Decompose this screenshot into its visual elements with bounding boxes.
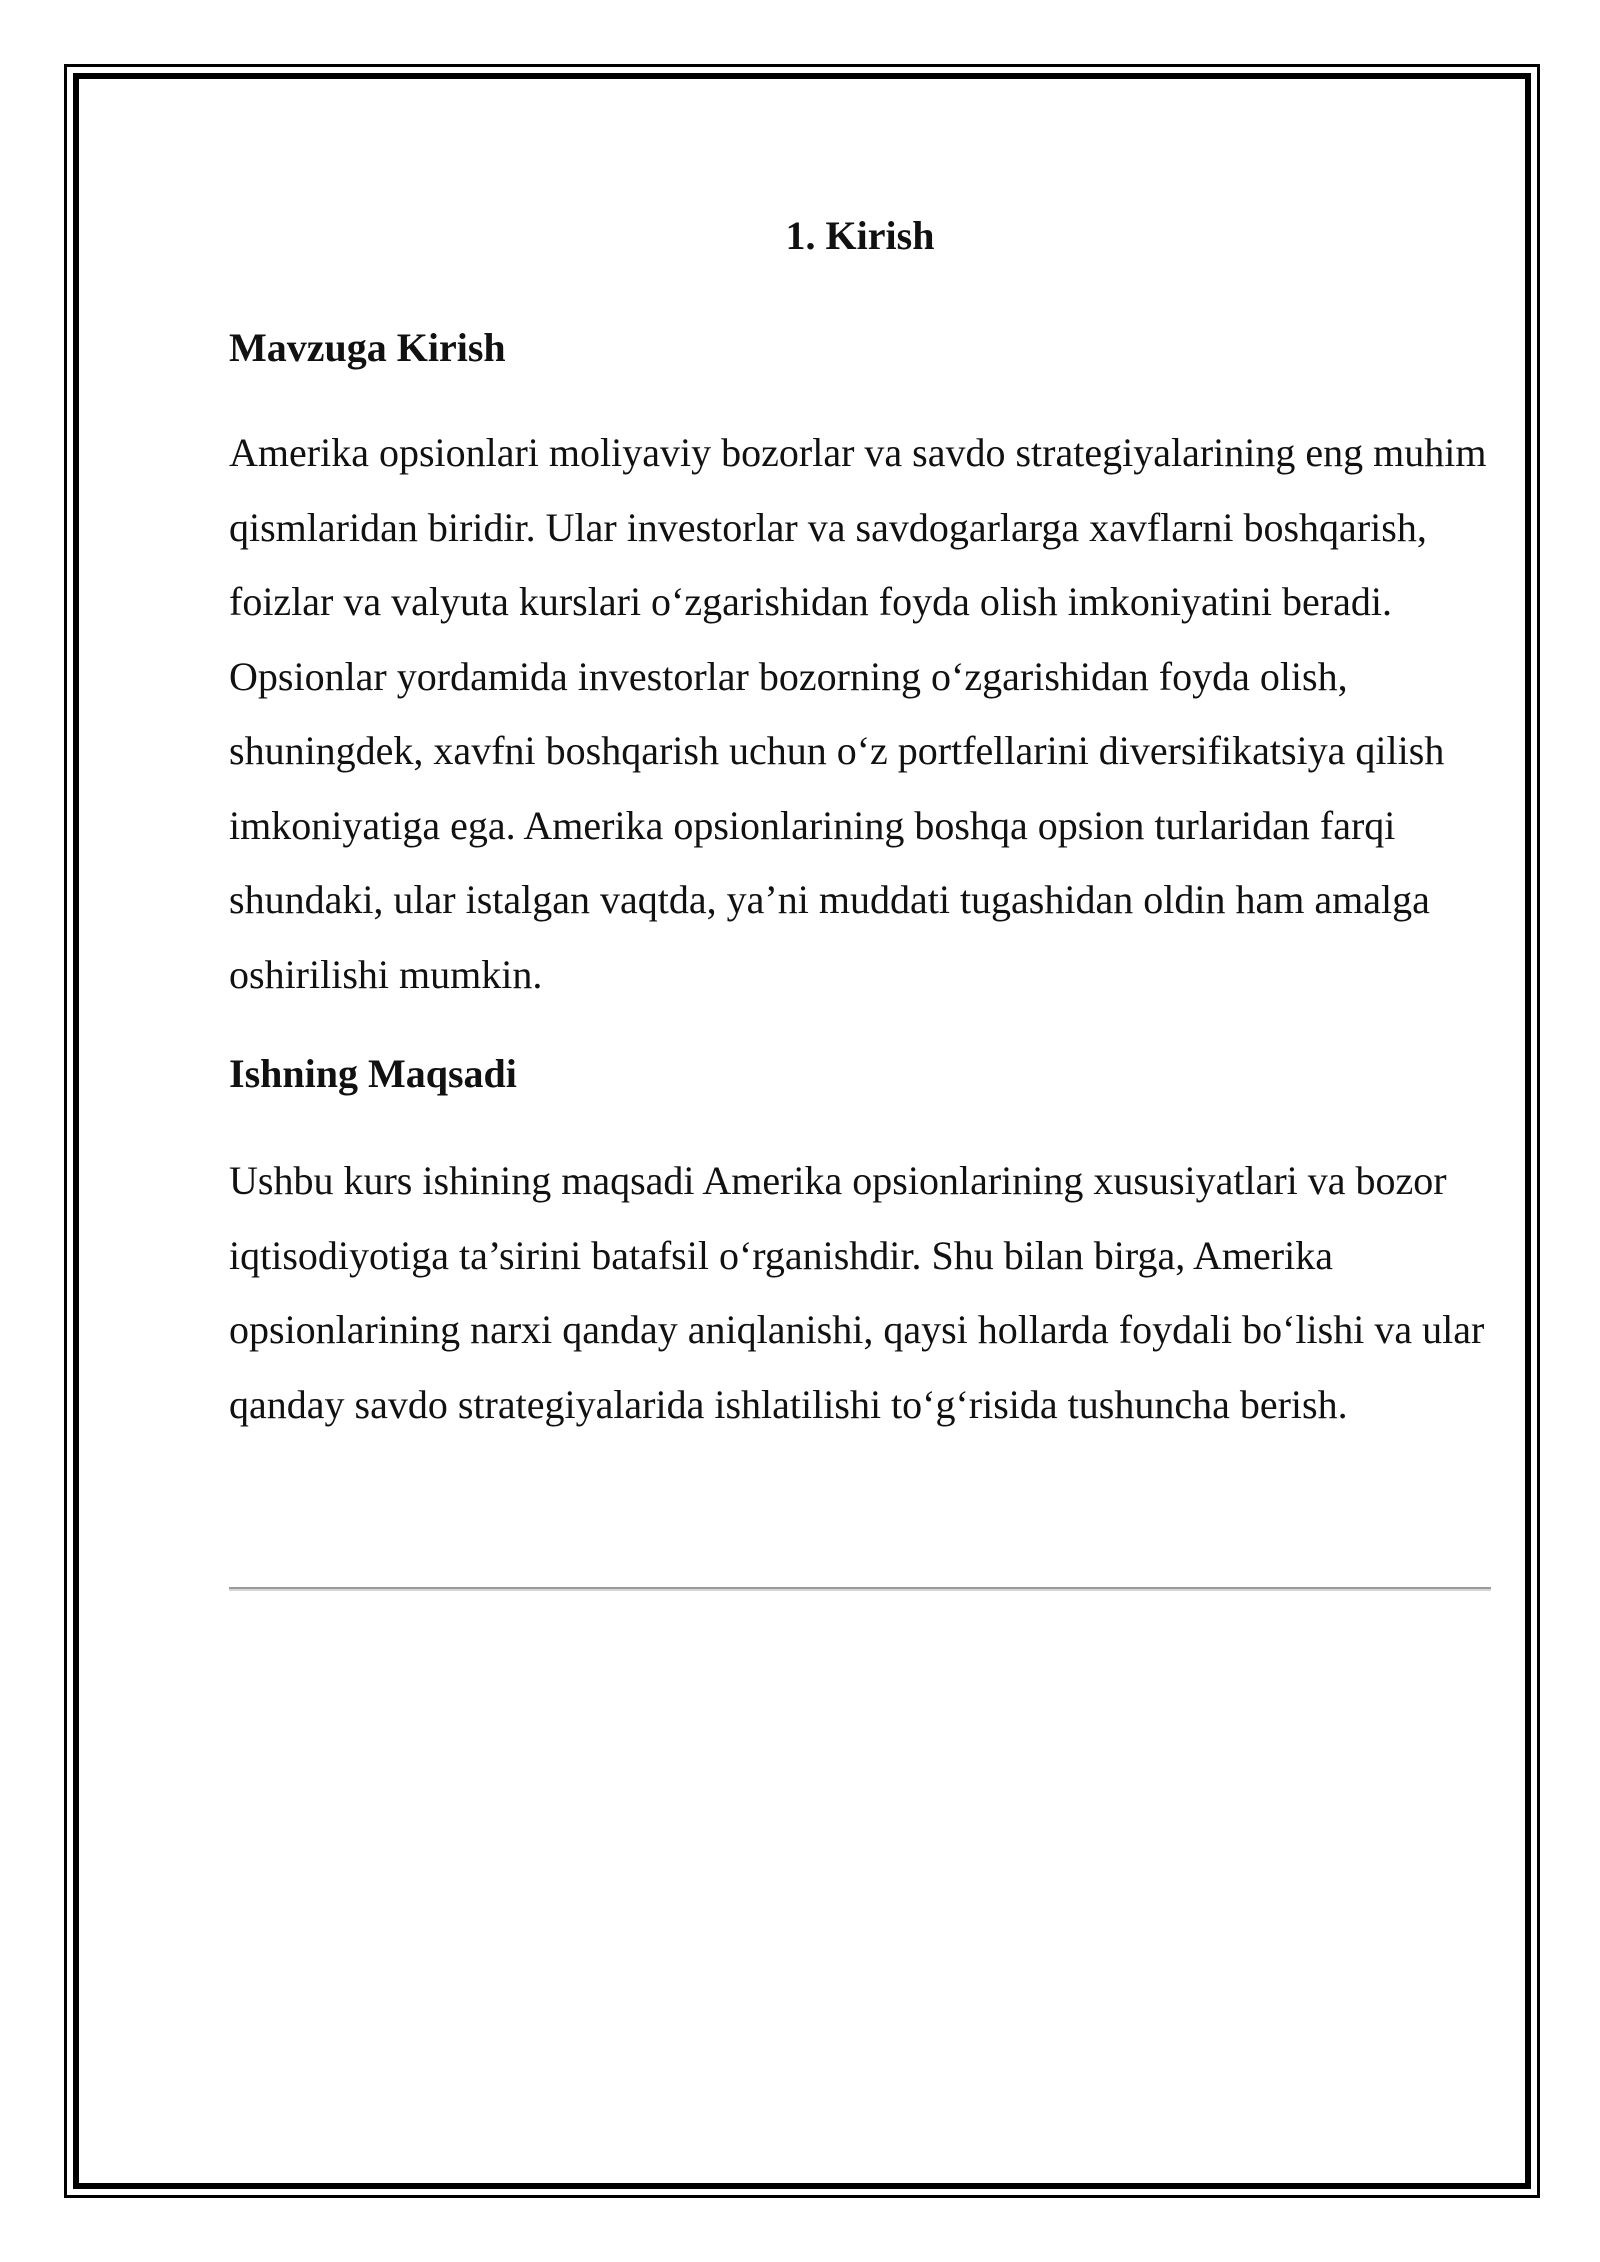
heading-mavzuga-kirish: Mavzuga Kirish [229,325,506,370]
horizontal-divider [229,1587,1491,1591]
page-content [229,200,1491,1442]
paragraph-mavzuga-kirish: Amerika opsionlari moliyaviy bozorlar va savdo strategiyalarining eng muhim qismlaridan biridir. Ular investorlar va savdogarlarga xavflarni boshqarish, foizlar va valyuta kurslari o‘zgarishidan foyda olish imkoniyatini beradi. Opsionlar yordamida investorlar bozorning o‘zgarishidan foyda olish, shuningdek, xavfni boshqarish uchun o‘z portfellarini diversifikatsiya qilish imkoniyatiga ega. Amerika opsionlarining boshqa opsion turlaridan farqi shundaki, ular istalgan vaqtda, ya’ni muddati tugashidan oldin ham amalga oshirilishi mumkin. [229,430,1487,997]
paragraph-ishning-maqsadi: Ushbu kurs ishining maqsadi Amerika opsionlarining xususiyatlari va bozor iqtisodiyotiga ta’sirini batafsil o‘rganishdir. Shu bilan birga, Amerika opsionlarining narxi qanday aniqlanishi, qaysi hollarda foydali bo‘lishi va ular qanday savdo strategiyalarida ishlatilishi to‘g‘risida tushuncha berish. [229,1158,1485,1427]
heading-ishning-maqsadi: Ishning Maqsadi [229,1051,517,1096]
section-title: 1. Kirish [785,213,935,258]
